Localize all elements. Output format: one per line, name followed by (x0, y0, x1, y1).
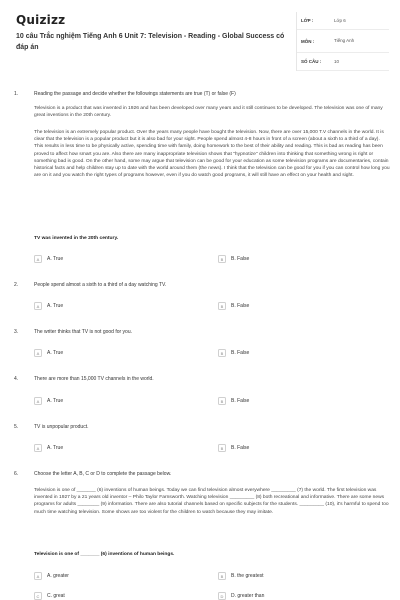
option-text: B. False (231, 256, 250, 262)
question-prompt: Choose the letter A, B, C or D to complete the passage below. (34, 471, 172, 477)
answer-option-b[interactable] (218, 444, 249, 452)
question-prompt: TV is unpopular product. (34, 424, 89, 430)
option-text: C. great (47, 593, 65, 599)
option-text: A. True (47, 350, 64, 356)
meta-class-label: LỚP : (301, 18, 314, 23)
meta-row-class (297, 12, 389, 30)
option-letter-badge: A (34, 349, 42, 357)
option-text: A. True (47, 256, 64, 262)
option-letter-badge: A (34, 572, 42, 580)
option-text: B. False (231, 398, 250, 404)
question-prompt: The writer thinks that TV is not good for you. (34, 329, 133, 335)
answer-option-b[interactable] (218, 397, 249, 405)
answer-option-c[interactable] (34, 592, 65, 600)
meta-subject-value: Tiếng Anh (334, 38, 355, 44)
meta-count-value: 10 (334, 58, 340, 64)
quizizz-logo: Quizizz (16, 13, 66, 27)
option-text: A. True (47, 445, 64, 451)
page-title: 10 câu Trắc nghiệm Tiếng Anh 6 Unit 7: Television - Reading - Global Success có đáp án (16, 33, 285, 51)
answer-option-b[interactable] (218, 349, 249, 357)
answer-option-b[interactable] (218, 572, 264, 580)
question-number: 5. (14, 424, 19, 430)
question-statement: Television is one of _______ (6) inventions of human beings. (34, 552, 175, 557)
answer-option-a[interactable] (34, 397, 63, 405)
answer-option-a[interactable] (34, 255, 63, 263)
option-letter-badge: B (218, 572, 226, 580)
answer-option-d[interactable] (218, 592, 264, 600)
meta-table (296, 12, 389, 71)
question-number: 3. (14, 329, 19, 335)
question-number: 6. (14, 471, 19, 477)
option-text: A. greater (47, 573, 69, 579)
option-letter-badge: A (34, 255, 42, 263)
meta-count-label: SỐ CÂU : (301, 59, 322, 64)
option-text: B. the greatest (231, 573, 264, 579)
meta-subject-label: MÔN : (301, 38, 315, 44)
question-prompt: Reading the passage and decide whether the followings statements are true (T) or false (F) (34, 91, 236, 97)
option-letter-badge: B (218, 444, 226, 452)
meta-class-value: Lớp 6 (334, 17, 346, 23)
option-text: A. True (47, 398, 64, 404)
option-text: A. True (47, 303, 64, 309)
option-letter-badge: B (218, 302, 226, 310)
question-number: 4. (14, 376, 19, 382)
answer-option-a[interactable] (34, 444, 63, 452)
option-letter-badge: C (34, 592, 42, 600)
option-text: D. greater than (231, 593, 265, 599)
meta-row-subject (297, 30, 389, 53)
answer-option-b[interactable] (218, 302, 249, 310)
option-letter-badge: A (34, 444, 42, 452)
passage-paragraph: Television is a product that was invented in 1926 and has been developed over many years and it still continues to be developed. The television was one of many great inventions in the 20th century. (34, 106, 383, 119)
option-text: B. False (231, 445, 250, 451)
answer-option-a[interactable] (34, 302, 63, 310)
meta-row-count (297, 53, 389, 71)
question-number: 1. (14, 91, 19, 97)
answer-option-b[interactable] (218, 255, 249, 263)
question-prompt: People spend almost a sixth to a third of a day watching TV. (34, 282, 167, 288)
passage-paragraph: Television is one of _______ (6) inventions of human beings. Today we can find television almost everywhere _________ (7) the world. The first television was invented in 1927 by a 21 years old inventor – Philo Taylor Farnsworth. Watching television _________ (8) both recreational and informative. There are some news programs for adults ________ (9) information. There are also tutorial channels based on specific subjects for the students. _________ (10), it's harmful to spend too much time watching television. Some shows are too violent for the children to watch because they may imitate. (34, 488, 389, 515)
option-text: B. False (231, 350, 250, 356)
passage-paragraph: The television is an extremely popular product. Over the years many people have bought the television. Now, there are over 15,000 T.V channels in the world. It is clear that the television is a popular product but it is also bad for your sight. People spend almost 4-8 hours in front of a screen (about a sixth to a third of a day). This results in less time to be physically active, spending time with family, doing homework to the best of their ability and reading. This is bad as reading has been proved to affect how smart you are. Also there are many inappropriate television shows that "hypnotize" children into thinking that something wrong is right or something bad is good. On the other hand, some may argue that television can be good for your education as some television programs are documentaries, contain historical facts and help children stay up to date with the world around them (the news). I think that the television can be good for you if you can control how long you are on it and you watch the right types of programs however, even if you do watch good programs, it will still have an effect on your health and sight. (34, 130, 390, 179)
option-letter-badge: A (34, 302, 42, 310)
option-text: B. False (231, 303, 250, 309)
option-letter-badge: D (218, 592, 226, 600)
question-prompt: There are more than 15,000 TV channels in the world. (34, 376, 154, 382)
option-letter-badge: B (218, 255, 226, 263)
option-letter-badge: A (34, 397, 42, 405)
question-statement: TV was invented in the 20th century. (34, 236, 119, 241)
answer-option-a[interactable] (34, 349, 63, 357)
option-letter-badge: B (218, 397, 226, 405)
answer-option-a[interactable] (34, 572, 69, 580)
question-number: 2. (14, 282, 19, 288)
option-letter-badge: B (218, 349, 226, 357)
